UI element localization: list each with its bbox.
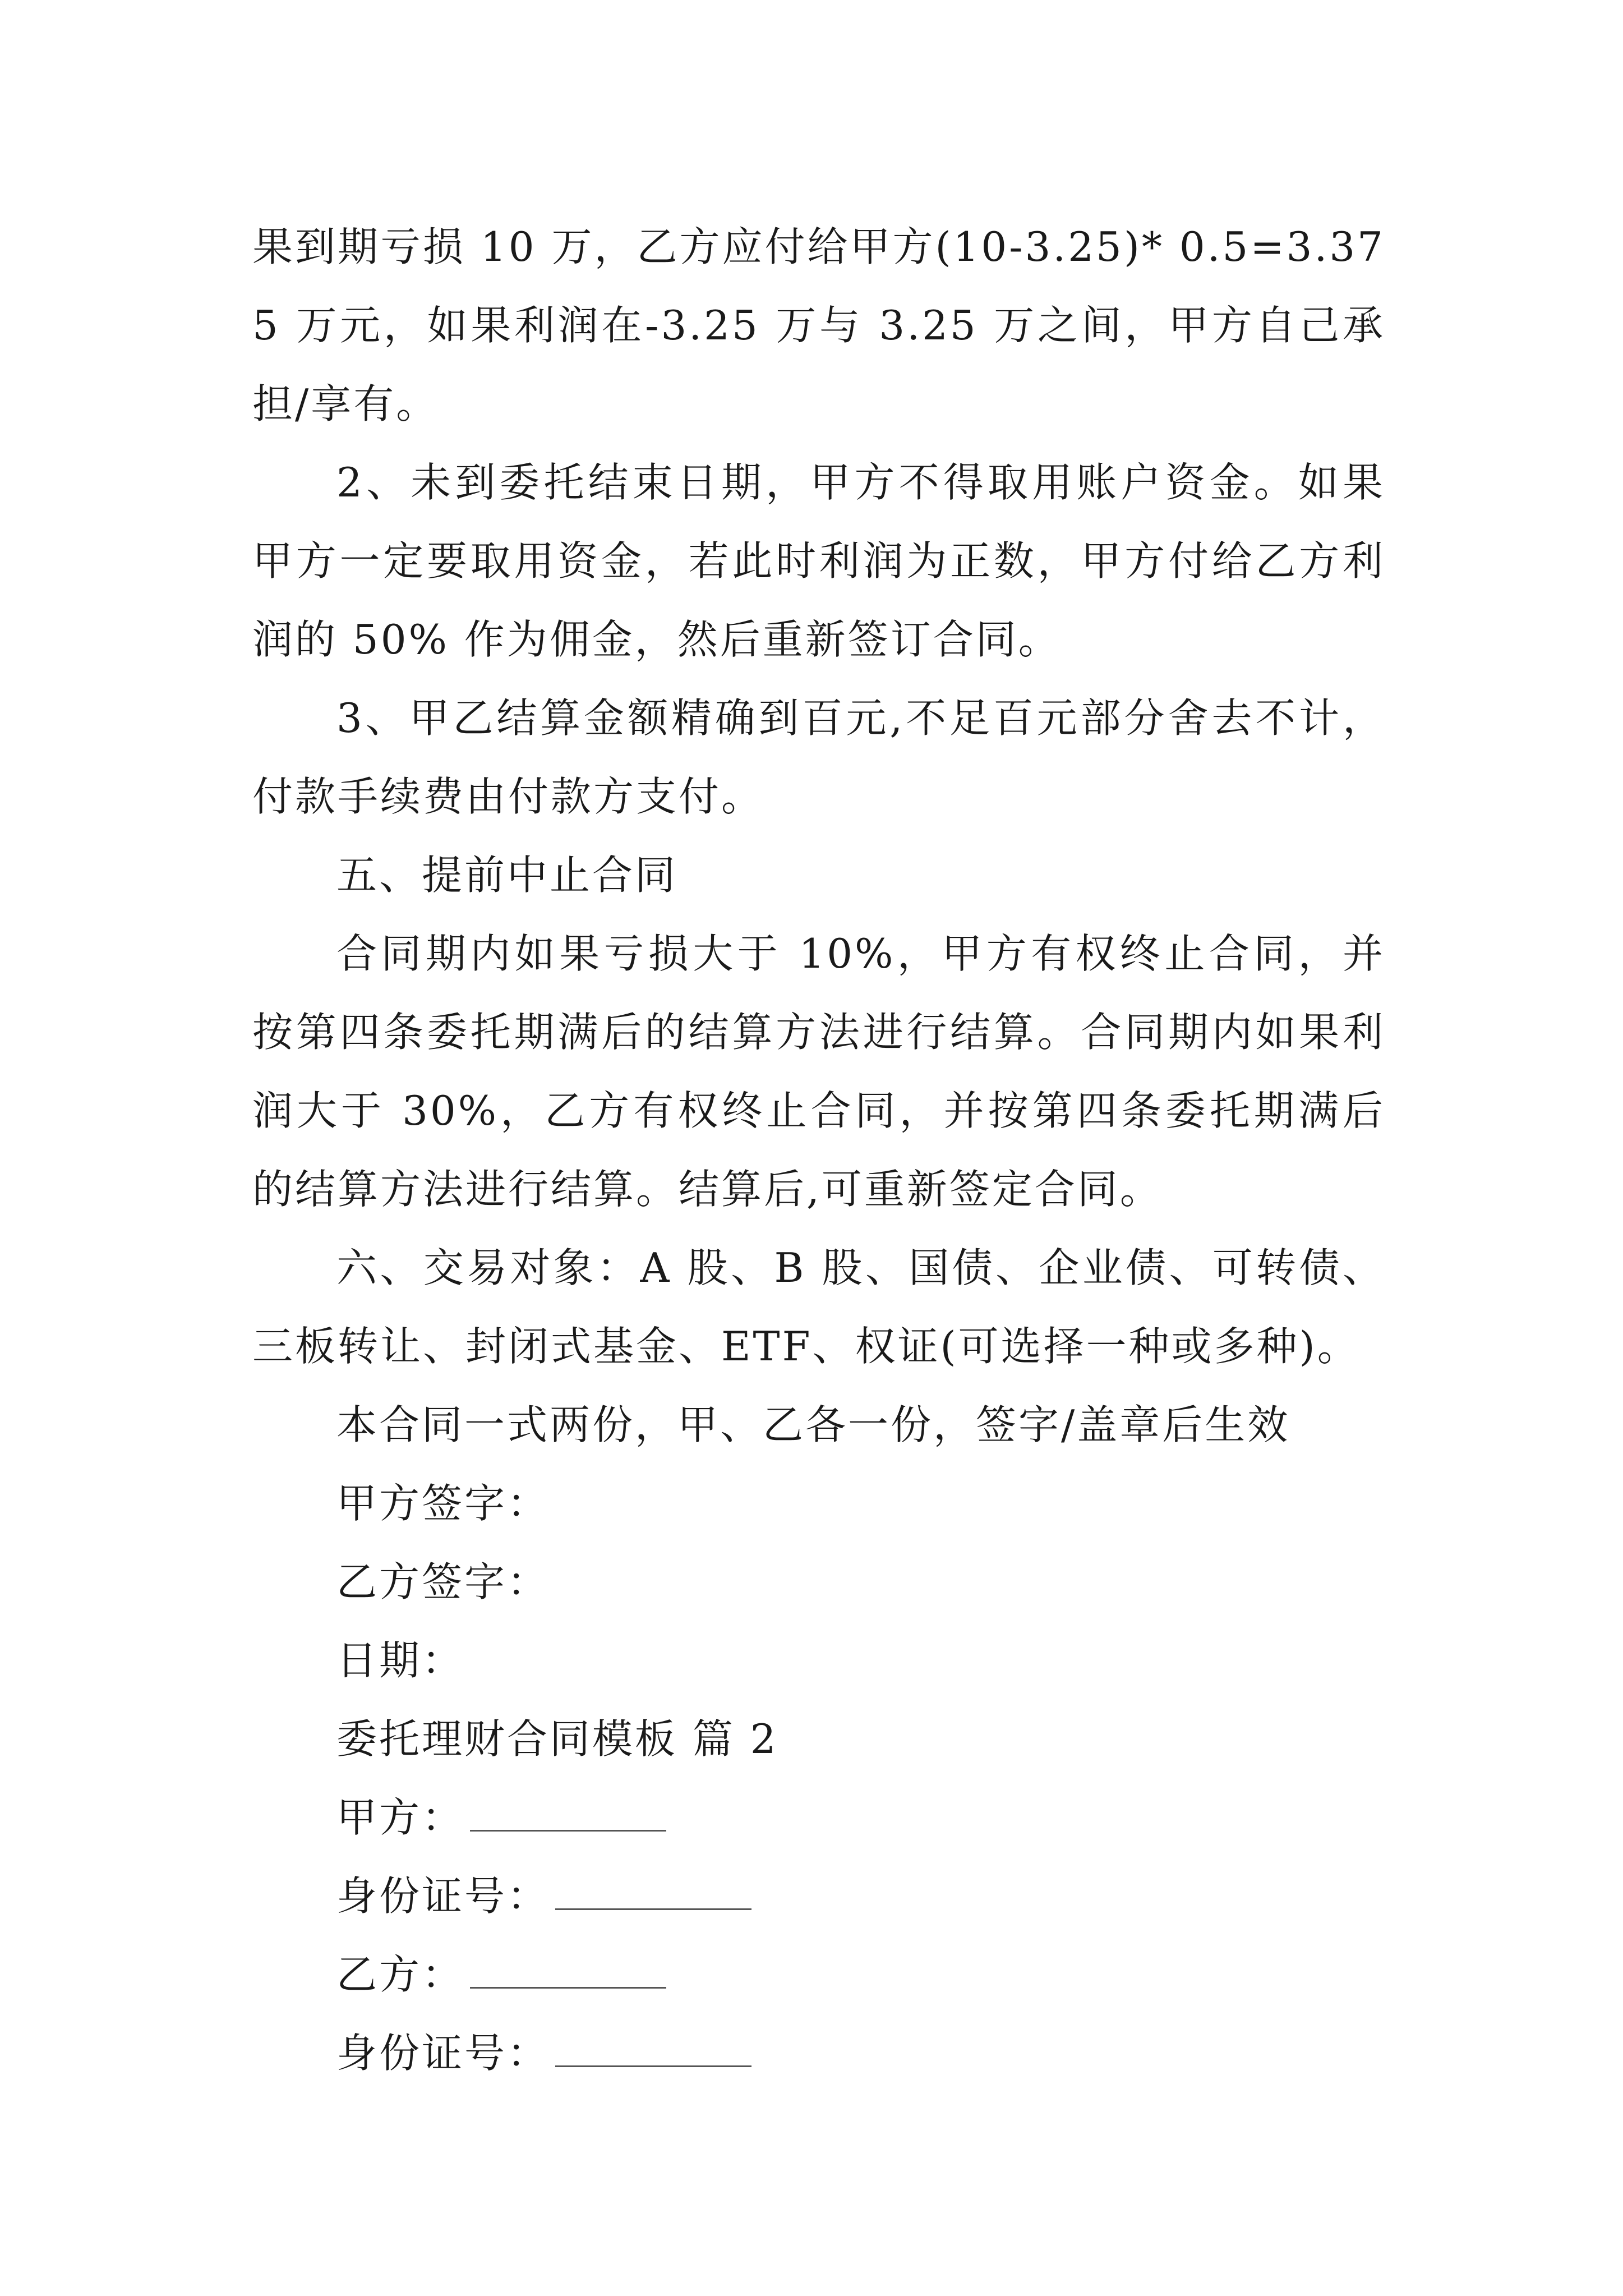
- date-label: 日期：: [336, 1637, 465, 1684]
- party-b-id-row: [252, 2014, 1385, 2092]
- party-a-id-label: 身份证号：: [336, 1872, 550, 1920]
- paragraph-settlement-loss: 果到期亏损 10 万，乙方应付给甲方(10-3.25)* 0.5=3.375 万元，如果利润在-3.25 万与 3.25 万之间，甲方自己承担/享有。: [252, 223, 1385, 427]
- party-b-id-label: 身份证号：: [336, 2030, 550, 2077]
- paragraph-settlement-precision: 3、甲乙结算金额精确到百元,不足百元部分舍去不计，付款手续费由付款方支付。: [252, 694, 1385, 820]
- party-a-signature-label: 甲方签字：: [336, 1480, 550, 1527]
- party-a-label: 甲方：: [336, 1794, 465, 1841]
- document-page: [252, 208, 1385, 2092]
- party-b-blank-field[interactable]: [470, 1953, 666, 1989]
- party-a-blank-field[interactable]: [470, 1796, 666, 1832]
- party-b-label: 乙方：: [336, 1951, 465, 1998]
- party-a-row: [252, 1778, 1385, 1857]
- section-title-template-2: 委托理财合同模板 篇 2: [336, 1715, 778, 1763]
- paragraph-trading-objects: 六、交易对象：A 股、B 股、国债、企业债、可转债、三板转让、封闭式基金、ETF、权证(可选择一种或多种)。: [252, 1244, 1385, 1370]
- party-a-id-row: [252, 1857, 1385, 1935]
- party-b-row: [252, 1935, 1385, 2014]
- party-b-signature-label: 乙方签字：: [336, 1558, 550, 1605]
- paragraph-copies-effective: 本合同一式两份，甲、乙各一份，签字/盖章后生效: [336, 1401, 1290, 1448]
- party-b-id-blank-field[interactable]: [555, 2032, 751, 2067]
- paragraph-early-termination: 合同期内如果亏损大于 10%，甲方有权终止合同，并按第四条委托期满后的结算方法进行结算。合同期内如果利润大于 30%，乙方有权终止合同，并按第四条委托期满后的结算方法进行结算。结算后,可重新签定合同。: [252, 930, 1385, 1213]
- paragraph-withdrawal-rule: 2、未到委托结束日期，甲方不得取用账户资金。如果甲方一定要取用资金，若此时利润为正数，甲方付给乙方利润的 50% 作为佣金，然后重新签订合同。: [252, 459, 1385, 663]
- party-a-id-blank-field[interactable]: [555, 1875, 751, 1910]
- section-heading-early-termination: 五、提前中止合同: [336, 852, 678, 899]
